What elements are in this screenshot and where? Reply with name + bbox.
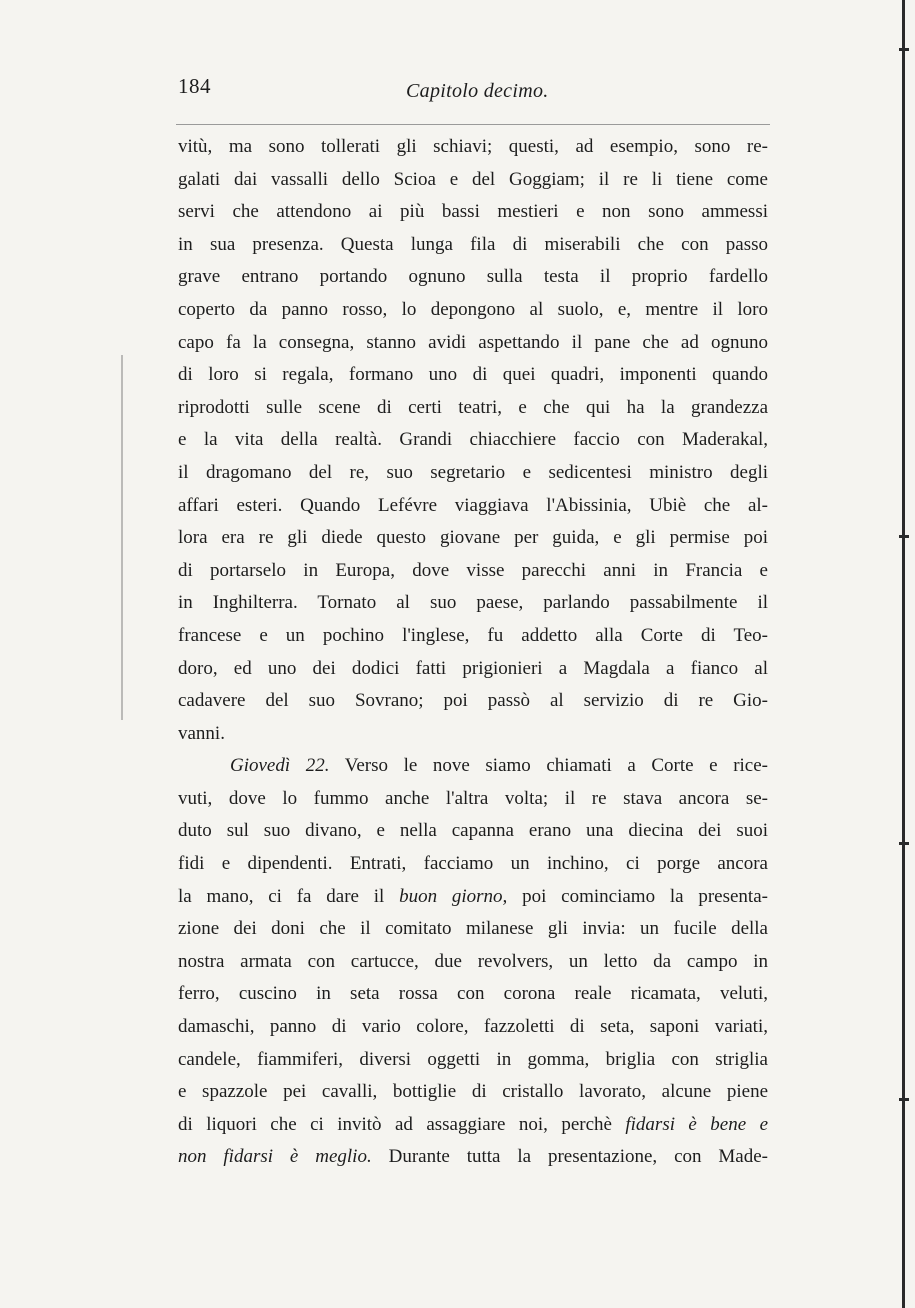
header-rule [176,124,770,125]
text-segment: e la vita della realtà. Grandi chiacchiere faccio con Maderakal, [178,429,768,451]
italic-text: non fidarsi è meglio. [178,1146,372,1168]
binding-edge-mark [899,1098,909,1101]
text-line [178,229,768,262]
text-segment: vuti, dove lo fummo anche l'altra volta; il re stava ancora se- [178,787,768,809]
text-line [178,424,768,457]
running-head: Capitolo decimo. [406,80,549,102]
text-line [178,457,768,490]
text-segment: ferro, cuscino in seta rossa con corona reale ricamata, veluti, [178,983,768,1005]
text-line [178,261,768,294]
text-segment: poi cominciamo la presenta- [507,885,768,907]
text-line [178,196,768,229]
text-segment: galati dai vassalli dello Scioa e del Goggiam; il re li tiene come [178,168,768,190]
text-segment: di portarselo in Europa, dove visse parecchi anni in Francia e [178,559,768,581]
binding-edge-mark [899,842,909,845]
text-segment: servi che attendono ai più bassi mestieri e non sono ammessi [178,201,768,223]
text-segment: Durante tutta la presentazione, con Made- [371,1146,768,1168]
text-line [178,848,768,881]
text-line [178,1044,768,1077]
text-line [178,392,768,425]
text-line [178,522,768,555]
text-line [178,881,768,914]
text-line [178,555,768,588]
page-number: 184 [178,74,211,98]
margin-show-through [121,355,123,720]
text-segment: riprodotti sulle scene di certi teatri, e che qui ha la grandezza [178,396,768,418]
text-segment: zione dei doni che il comitato milanese gli invia: un fucile della [178,918,768,940]
text-segment: fidi e dipendenti. Entrati, facciamo un inchino, ci porge ancora [178,853,768,875]
text-segment: di loro si regala, formano uno di quei quadri, imponenti quando [178,364,768,386]
text-line [178,913,768,946]
text-segment: capo fa la consegna, stanno avidi aspettando il pane che ad ognuno [178,331,768,353]
text-line [178,946,768,979]
text-segment: vanni. [178,722,225,744]
italic-text: Giovedì 22. [230,755,330,777]
text-line [178,490,768,523]
text-segment: lora era re gli diede questo giovane per guida, e gli permise poi [178,527,768,549]
text-line [178,718,768,751]
text-segment: duto sul suo divano, e nella capanna erano una diecina dei suoi [178,820,768,842]
text-line [178,294,768,327]
text-line [178,978,768,1011]
body-text [178,131,768,1174]
text-line [178,653,768,686]
text-segment: di liquori che ci invitò ad assaggiare noi, perchè [178,1113,626,1135]
text-line [178,783,768,816]
text-line [178,587,768,620]
text-segment: damaschi, panno di vario colore, fazzoletti di seta, saponi variati, [178,1016,768,1038]
italic-text: buon giorno, [399,885,508,907]
text-segment: nostra armata con cartucce, due revolvers, un letto da campo in [178,950,768,972]
text-segment: affari esteri. Quando Lefévre viaggiava l'Abissinia, Ubiè che al- [178,494,768,516]
page-header [178,74,768,104]
text-segment: vitù, ma sono tollerati gli schiavi; questi, ad esempio, sono re- [178,136,768,157]
text-segment: cadavere del suo Sovrano; poi passò al servizio di re Gio- [178,690,768,712]
text-segment: candele, fiammiferi, diversi oggetti in gomma, briglia con striglia [178,1048,768,1070]
binding-edge-mark [899,535,909,538]
binding-edge-mark [899,48,909,51]
text-line [178,620,768,653]
text-segment: coperto da panno rosso, lo depongono al suolo, e, mentre il loro [178,298,768,320]
text-segment: e spazzole pei cavalli, bottiglie di cristallo lavorato, alcune piene [178,1081,768,1103]
binding-edge [902,0,905,1308]
text-segment: doro, ed uno dei dodici fatti prigionieri a Magdala a fianco al [178,657,768,679]
text-segment: la mano, ci fa dare il [178,885,400,907]
text-line [178,1109,768,1142]
text-line [178,750,768,783]
text-line [178,327,768,360]
text-line [178,815,768,848]
italic-text: fidarsi è bene e [625,1113,768,1135]
text-line [178,164,768,197]
text-segment: francese e un pochino l'inglese, fu addetto alla Corte di Teo- [178,624,768,646]
text-segment: grave entrano portando ognuno sulla testa il proprio fardello [178,266,768,288]
text-line [178,359,768,392]
text-line [178,1076,768,1109]
text-line [178,131,768,164]
text-segment: il dragomano del re, suo segretario e sedicentesi ministro degli [178,461,768,483]
text-segment: in Inghilterra. Tornato al suo paese, parlando passabilmente il [178,592,768,614]
text-segment: in sua presenza. Questa lunga fila di miserabili che con passo [178,233,768,255]
text-segment: Verso le nove siamo chiamati a Corte e rice- [329,755,768,777]
text-line [178,685,768,718]
text-line [178,1141,768,1174]
text-line [178,1011,768,1044]
